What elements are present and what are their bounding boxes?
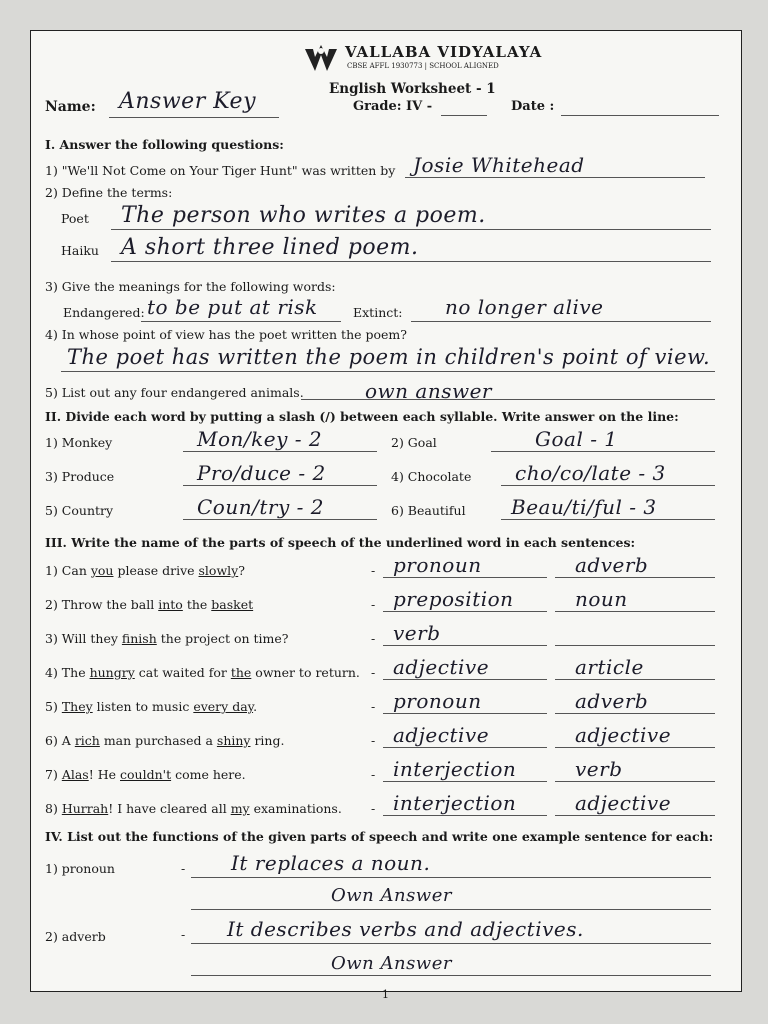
pos-line-a-1	[383, 577, 547, 578]
pos-answer-b-5: adverb	[575, 689, 649, 713]
q5-line	[301, 399, 715, 400]
syllable-answer-5: Coun/try - 2	[197, 495, 324, 519]
section4-heading: IV. List out the functions of the given parts of speech and write one example sentence for each:	[45, 829, 714, 844]
sentence-text: 5)	[45, 699, 62, 714]
pos-answer-b-4: article	[575, 655, 644, 679]
pos-answer-a-5: pronoun	[393, 689, 482, 713]
pos-line-b-3	[555, 645, 715, 646]
underlined-word: every day	[193, 699, 254, 714]
sentence-text: ! I have cleared all	[108, 801, 231, 816]
endangered-label: Endangered:	[63, 305, 145, 320]
sentence-text: come here.	[171, 767, 246, 782]
pos-line-b-6	[555, 747, 715, 748]
pos-line-a-4	[383, 679, 547, 680]
syllable-answer-6: Beau/ti/ful - 3	[511, 495, 657, 519]
q4-text: 4) In whose point of view has the poet written the poem?	[45, 327, 407, 342]
underlined-word: basket	[211, 597, 254, 612]
school-name: VALLABA VIDYALAYA	[345, 43, 543, 61]
sentence-text: 3) Will they	[45, 631, 122, 646]
q3-text: 3) Give the meanings for the following words:	[45, 279, 336, 294]
underlined-word: shiny	[216, 733, 251, 748]
worksheet-title: English Worksheet - 1	[329, 81, 496, 97]
name-label: Name:	[45, 99, 96, 115]
grade-label: Grade: IV -	[353, 99, 433, 114]
extinct-answer: no longer alive	[445, 295, 604, 319]
dash-mark: -	[371, 699, 376, 714]
syllable-label-6: 6) Beautiful	[391, 503, 466, 518]
underlined-word: rich	[74, 733, 100, 748]
sentence-text: ring.	[250, 733, 285, 748]
function-line-2	[191, 943, 711, 944]
name-value: Answer Key	[119, 89, 256, 114]
function-line-1	[191, 877, 711, 878]
name-line	[109, 117, 279, 118]
function-answer-1: It replaces a noun.	[231, 851, 431, 875]
pos-line-b-7	[555, 781, 715, 782]
q5-answer: own answer	[365, 379, 492, 403]
syllable-answer-4: cho/co/late - 3	[515, 461, 666, 485]
q2-text: 2) Define the terms:	[45, 185, 173, 200]
syllable-label-3: 3) Produce	[45, 469, 115, 484]
pos-answer-b-8: adjective	[575, 791, 672, 815]
function-answer-2: It describes verbs and adjectives.	[227, 917, 584, 941]
pos-line-b-5	[555, 713, 715, 714]
pos-question-7	[45, 767, 246, 782]
poet-line	[111, 229, 711, 230]
page-number: 1	[382, 988, 389, 1001]
syllable-label-2: 2) Goal	[391, 435, 437, 450]
pos-question-1	[45, 563, 245, 578]
pos-question-2	[45, 597, 253, 612]
dash-mark: -	[371, 767, 376, 782]
poet-label: Poet	[61, 211, 89, 226]
sentence-text: 1) Can	[45, 563, 91, 578]
poet-answer: The person who writes a poem.	[121, 203, 486, 228]
sentence-text: listen to music	[92, 699, 194, 714]
section1-heading: I. Answer the following questions:	[45, 137, 284, 152]
underlined-word: They	[61, 699, 93, 714]
sentence-text: the	[182, 597, 212, 612]
worksheet-page	[30, 30, 742, 992]
pos-question-4	[45, 665, 360, 680]
section3-heading: III. Write the name of the parts of speech of the underlined word in each sentences:	[45, 535, 636, 550]
sentence-text: man purchased a	[99, 733, 217, 748]
underlined-word: Alas	[61, 767, 89, 782]
sentence-text: examinations.	[249, 801, 342, 816]
pos-answer-a-6: adjective	[393, 723, 490, 747]
pos-line-a-3	[383, 645, 547, 646]
endangered-answer: to be put at risk	[147, 295, 318, 319]
example-answer-1: Own Answer	[331, 885, 452, 906]
haiku-line	[111, 261, 711, 262]
school-affiliation: CBSE AFFL 1930773 | SCHOOL ALIGNED	[347, 62, 499, 70]
syllable-answer-2: Goal - 1	[535, 427, 618, 451]
underlined-word: finish	[121, 631, 157, 646]
pos-line-a-8	[383, 815, 547, 816]
pos-line-b-2	[555, 611, 715, 612]
pos-answer-a-4: adjective	[393, 655, 490, 679]
haiku-label: Haiku	[61, 243, 99, 258]
sentence-text: 8)	[45, 801, 62, 816]
endangered-line	[141, 321, 341, 322]
underlined-word: couldn't	[120, 767, 172, 782]
sentence-text: owner to return.	[251, 665, 360, 680]
sentence-text: 4) The	[45, 665, 90, 680]
pos-answer-a-8: interjection	[393, 791, 517, 815]
syllable-line-2	[491, 451, 715, 452]
pos-answer-b-2: noun	[575, 587, 628, 611]
pos-line-a-6	[383, 747, 547, 748]
pos-line-b-1	[555, 577, 715, 578]
pos-answer-b-7: verb	[575, 757, 623, 781]
extinct-label: Extinct:	[353, 305, 403, 320]
syllable-line-3	[183, 485, 377, 486]
syllable-label-4: 4) Chocolate	[391, 469, 472, 484]
sentence-text: 2) Throw the ball	[45, 597, 159, 612]
pos-line-a-2	[383, 611, 547, 612]
dash-mark: -	[371, 733, 376, 748]
syllable-answer-1: Mon/key - 2	[197, 427, 323, 451]
underlined-word: hungry	[89, 665, 135, 680]
underlined-word: Hurrah	[61, 801, 109, 816]
underlined-word: you	[90, 563, 114, 578]
pos-answer-a-7: interjection	[393, 757, 517, 781]
underlined-word: my	[230, 801, 250, 816]
underlined-word: slowly	[198, 563, 239, 578]
sentence-text: cat waited for	[134, 665, 231, 680]
q4-answer: The poet has written the poem in children's point of view.	[67, 345, 711, 369]
school-logo-icon	[303, 41, 339, 77]
q4-line	[61, 371, 715, 372]
dash-mark: -	[371, 597, 376, 612]
pos-answer-b-1: adverb	[575, 553, 649, 577]
syllable-answer-3: Pro/duce - 2	[197, 461, 326, 485]
section2-heading: II. Divide each word by putting a slash (/) between each syllable. Write answer on the line:	[45, 409, 679, 424]
pos-question-5	[45, 699, 257, 714]
syllable-line-4	[501, 485, 715, 486]
sentence-text: .	[253, 699, 258, 714]
function-label-1: 1) pronoun	[45, 861, 115, 876]
dash-mark: -	[181, 861, 186, 876]
sentence-text: 7)	[45, 767, 62, 782]
syllable-label-5: 5) Country	[45, 503, 114, 518]
extinct-line	[411, 321, 711, 322]
pos-line-b-4	[555, 679, 715, 680]
pos-answer-a-3: verb	[393, 621, 441, 645]
dash-mark: -	[371, 563, 376, 578]
pos-question-8	[45, 801, 342, 816]
dash-mark: -	[371, 665, 376, 680]
function-label-2: 2) adverb	[45, 929, 106, 944]
example-answer-2: Own Answer	[331, 953, 452, 974]
underlined-word: the	[230, 665, 252, 680]
syllable-line-1	[183, 451, 377, 452]
q1-text: 1) "We'll Not Come on Your Tiger Hunt" was written by	[45, 163, 396, 178]
pos-line-b-8	[555, 815, 715, 816]
q1-line	[405, 177, 705, 178]
dash-mark: -	[371, 631, 376, 646]
pos-line-a-7	[383, 781, 547, 782]
example-line-1	[191, 909, 711, 910]
q5-text: 5) List out any four endangered animals.	[45, 385, 304, 400]
underlined-word: into	[158, 597, 183, 612]
sentence-text: ?	[238, 563, 245, 578]
syllable-line-5	[183, 519, 377, 520]
sentence-text: please drive	[113, 563, 199, 578]
grade-line	[441, 115, 487, 116]
haiku-answer: A short three lined poem.	[121, 235, 419, 260]
example-line-2	[191, 975, 711, 976]
pos-question-6	[45, 733, 284, 748]
pos-question-3	[45, 631, 288, 646]
pos-line-a-5	[383, 713, 547, 714]
sentence-text: 6) A	[45, 733, 75, 748]
date-line	[561, 115, 719, 116]
pos-answer-a-2: preposition	[393, 587, 514, 611]
date-label: Date :	[511, 99, 555, 114]
syllable-line-6	[501, 519, 715, 520]
pos-answer-a-1: pronoun	[393, 553, 482, 577]
sentence-text: ! He	[88, 767, 120, 782]
pos-answer-b-6: adjective	[575, 723, 672, 747]
dash-mark: -	[371, 801, 376, 816]
q1-answer: Josie Whitehead	[413, 153, 585, 177]
syllable-label-1: 1) Monkey	[45, 435, 113, 450]
dash-mark: -	[181, 927, 186, 942]
sentence-text: the project on time?	[156, 631, 289, 646]
